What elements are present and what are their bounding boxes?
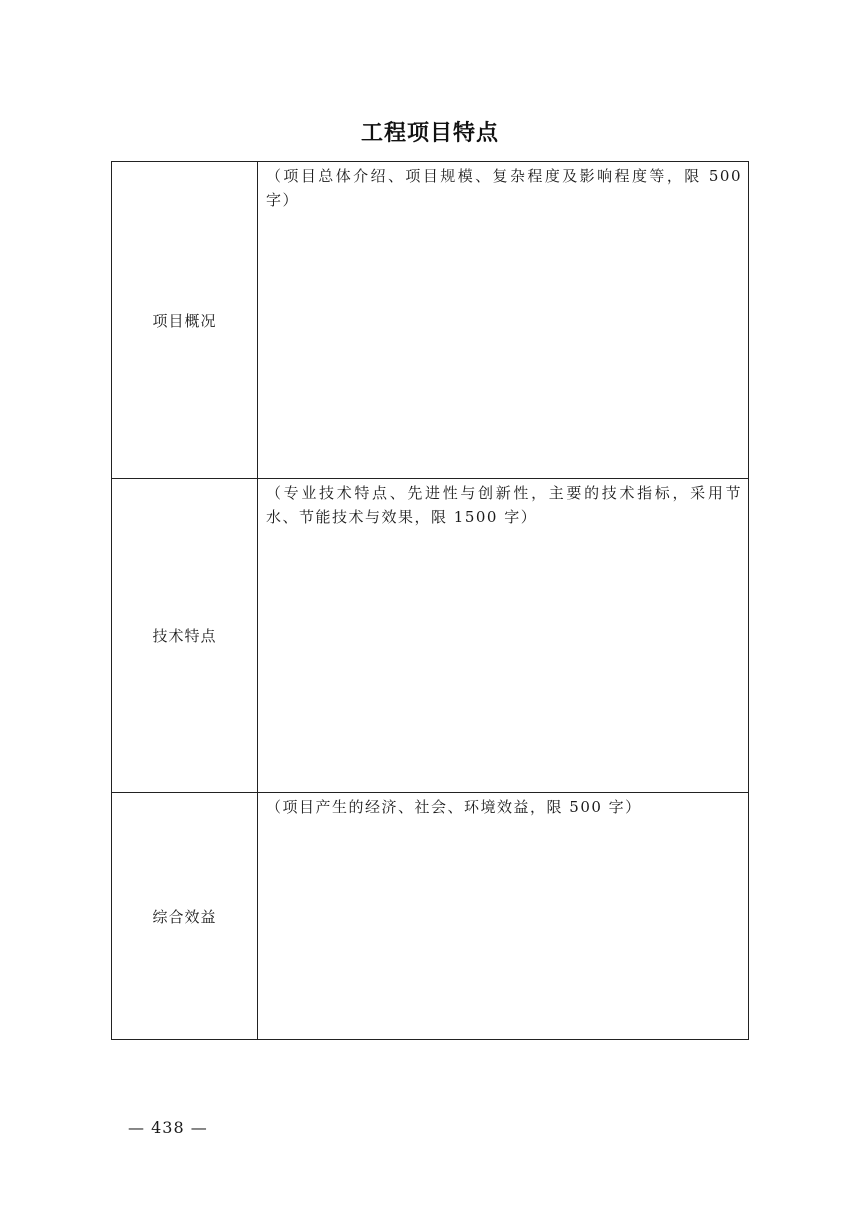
table-row: [112, 162, 749, 479]
table-row: [112, 479, 749, 793]
row-label-tech: 技术特点: [112, 479, 258, 793]
table-row: [112, 793, 749, 1040]
content-field-tech[interactable]: （专业技术特点、先进性与创新性，主要的技术指标，采用节水、节能技术与效果，限 1500 字）: [258, 479, 749, 793]
row-label-benefit: 综合效益: [112, 793, 258, 1040]
content-field-overview[interactable]: （项目总体介绍、项目规模、复杂程度及影响程度等，限 500 字）: [258, 162, 749, 479]
project-features-table: [111, 161, 749, 1040]
row-label-overview: 项目概况: [112, 162, 258, 479]
content-field-benefit[interactable]: （项目产生的经济、社会、环境效益，限 500 字）: [258, 793, 749, 1040]
page-number: — 438 —: [128, 1118, 208, 1137]
page-title: 工程项目特点: [360, 121, 499, 146]
